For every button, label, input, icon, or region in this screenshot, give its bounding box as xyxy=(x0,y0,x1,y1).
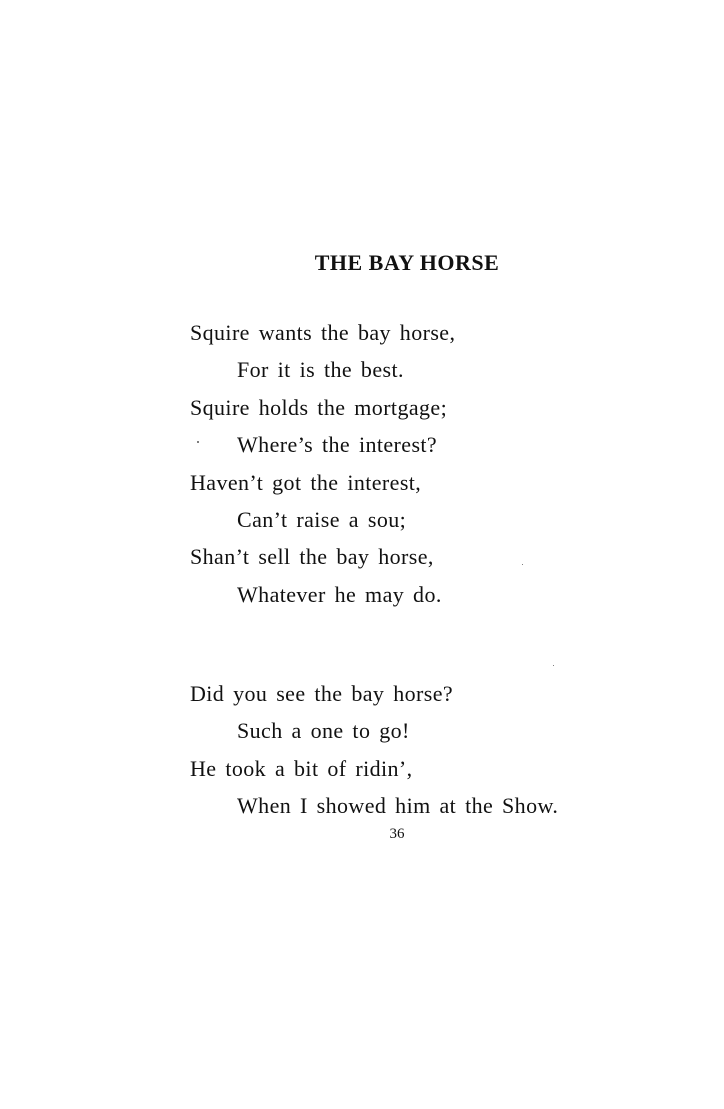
poem-line: When I showed him at the Show. xyxy=(237,793,559,819)
poem-line: Where’s the interest? xyxy=(237,432,438,458)
poem-line: Shan’t sell the bay horse, xyxy=(190,544,434,570)
poem-line: Haven’t got the interest, xyxy=(190,469,422,495)
stanza-1 xyxy=(190,314,670,613)
poem-line: Such a one to go! xyxy=(237,718,410,744)
poem-line: Can’t raise a sou; xyxy=(237,506,407,532)
poem-line: He took a bit of ridin’, xyxy=(190,755,413,781)
scan-speck xyxy=(553,665,554,666)
scan-speck xyxy=(522,564,523,565)
scan-speck xyxy=(197,441,199,443)
poem-line: Whatever he may do. xyxy=(237,581,442,607)
poem-line: Squire holds the mortgage; xyxy=(190,394,448,420)
poem-line: For it is the best. xyxy=(237,357,404,383)
poem-line: Squire wants the bay horse, xyxy=(190,320,456,345)
page-number: 36 xyxy=(389,826,405,842)
poem-line: Did you see the bay horse? xyxy=(190,681,454,706)
stanza-2 xyxy=(190,675,670,825)
poem-title: THE BAY HORSE xyxy=(314,250,500,275)
